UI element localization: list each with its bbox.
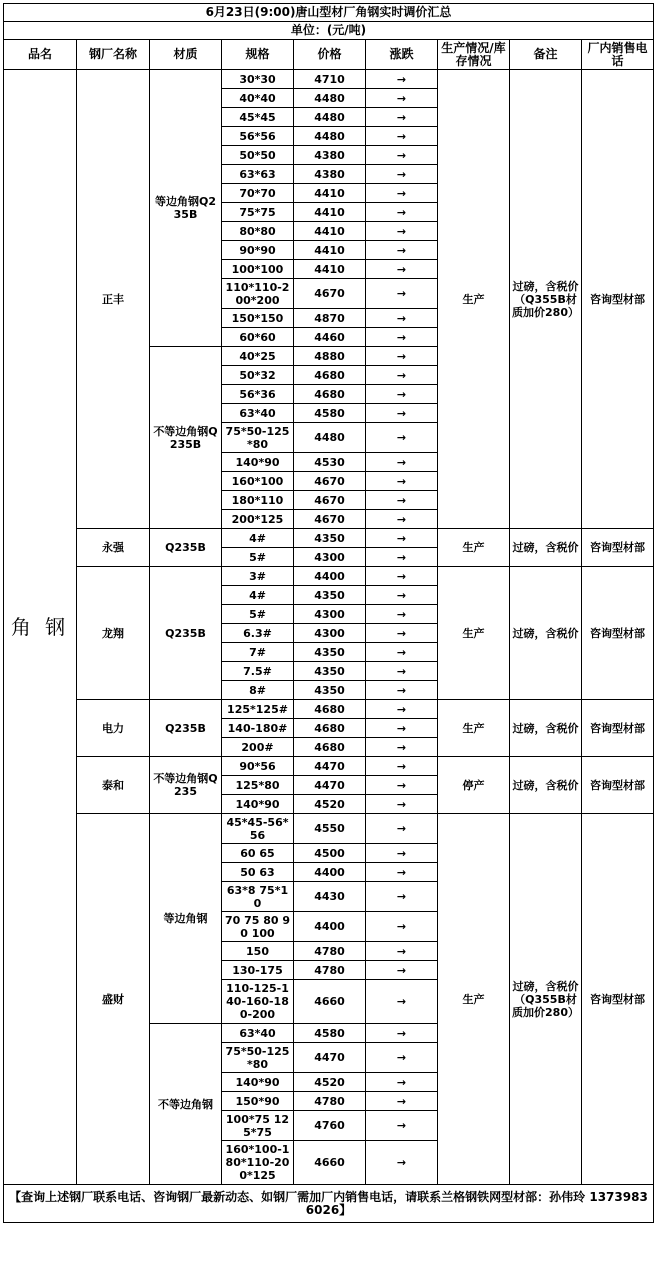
table-row [4,70,654,89]
spec-cell: 140*90 [222,453,294,472]
remark-cell: 过磅，含税价 [510,700,582,757]
price-cell: 4480 [294,423,366,453]
spec-cell: 125*125# [222,700,294,719]
table-row [4,700,654,719]
trend-arrow-icon: → [366,423,438,453]
trend-arrow-icon: → [366,529,438,548]
trend-arrow-icon: → [366,776,438,795]
material-name: 不等边角钢Q235 [150,757,222,814]
price-cell: 4780 [294,1092,366,1111]
price-cell: 4580 [294,1024,366,1043]
header-spec: 规格 [222,40,294,70]
header-phone: 厂内销售电话 [582,40,654,70]
product-name: 角 钢 [4,70,77,1185]
trend-arrow-icon: → [366,165,438,184]
price-cell: 4300 [294,548,366,567]
title-row [4,4,654,22]
price-cell: 4520 [294,1073,366,1092]
trend-arrow-icon: → [366,942,438,961]
spec-cell: 50*50 [222,146,294,165]
trend-arrow-icon: → [366,738,438,757]
spec-cell: 150*150 [222,309,294,328]
production-status: 生产 [438,529,510,567]
price-cell: 4410 [294,241,366,260]
price-cell: 4350 [294,681,366,700]
header-note: 备注 [510,40,582,70]
trend-arrow-icon: → [366,279,438,309]
trend-arrow-icon: → [366,404,438,423]
sales-phone: 咨询型材部 [582,757,654,814]
header-price: 价格 [294,40,366,70]
trend-arrow-icon: → [366,1043,438,1073]
trend-arrow-icon: → [366,146,438,165]
spec-cell: 140-180# [222,719,294,738]
sheet-title: 6月23日(9:00)唐山型材厂角钢实时调价汇总 [4,4,654,22]
production-status: 生产 [438,567,510,700]
spec-cell: 63*63 [222,165,294,184]
spec-cell: 63*8 75*10 [222,882,294,912]
material-name: Q235B [150,700,222,757]
trend-arrow-icon: → [366,1111,438,1141]
spec-cell: 80*80 [222,222,294,241]
sales-phone: 咨询型材部 [582,70,654,529]
spec-cell: 8# [222,681,294,700]
price-cell: 4470 [294,757,366,776]
spec-cell: 125*80 [222,776,294,795]
spec-cell: 30*30 [222,70,294,89]
spec-cell: 45*45 [222,108,294,127]
price-cell: 4350 [294,529,366,548]
spec-cell: 200# [222,738,294,757]
trend-arrow-icon: → [366,700,438,719]
trend-arrow-icon: → [366,260,438,279]
price-cell: 4880 [294,347,366,366]
price-cell: 4680 [294,738,366,757]
spec-cell: 150*90 [222,1092,294,1111]
spec-cell: 75*50-125*80 [222,1043,294,1073]
material-name: 等边角钢 [150,814,222,1024]
remark-cell: 过磅，含税价（Q355B材质加价280） [510,70,582,529]
price-cell: 4530 [294,453,366,472]
spec-cell: 50 63 [222,863,294,882]
trend-arrow-icon: → [366,89,438,108]
price-cell: 4430 [294,882,366,912]
trend-arrow-icon: → [366,882,438,912]
spec-cell: 56*36 [222,385,294,404]
remark-cell: 过磅，含税价 [510,757,582,814]
spec-cell: 160*100 [222,472,294,491]
table-row [4,567,654,586]
trend-arrow-icon: → [366,863,438,882]
spec-cell: 45*45-56*56 [222,814,294,844]
spec-cell: 100*100 [222,260,294,279]
spec-cell: 7# [222,643,294,662]
trend-arrow-icon: → [366,385,438,404]
sales-phone: 咨询型材部 [582,700,654,757]
price-cell: 4410 [294,184,366,203]
price-cell: 4380 [294,146,366,165]
spec-cell: 60*60 [222,328,294,347]
material-name: 不等边角钢 [150,1024,222,1185]
header-material: 材质 [150,40,222,70]
price-cell: 4300 [294,605,366,624]
mill-name: 正丰 [77,70,150,529]
price-cell: 4410 [294,203,366,222]
trend-arrow-icon: → [366,624,438,643]
spec-cell: 60 65 [222,844,294,863]
spec-cell: 5# [222,548,294,567]
trend-arrow-icon: → [366,1073,438,1092]
table-row [4,757,654,776]
spec-cell: 40*25 [222,347,294,366]
material-name: Q235B [150,567,222,700]
spec-cell: 75*75 [222,203,294,222]
trend-arrow-icon: → [366,347,438,366]
price-cell: 4460 [294,328,366,347]
trend-arrow-icon: → [366,844,438,863]
price-cell: 4670 [294,279,366,309]
trend-arrow-icon: → [366,222,438,241]
price-cell: 4710 [294,70,366,89]
trend-arrow-icon: → [366,662,438,681]
spec-cell: 100*75 125*75 [222,1111,294,1141]
price-cell: 4380 [294,165,366,184]
spec-cell: 70*70 [222,184,294,203]
trend-arrow-icon: → [366,1141,438,1185]
price-cell: 4680 [294,700,366,719]
price-cell: 4660 [294,1141,366,1185]
price-cell: 4550 [294,814,366,844]
price-cell: 4400 [294,863,366,882]
trend-arrow-icon: → [366,108,438,127]
trend-arrow-icon: → [366,605,438,624]
trend-arrow-icon: → [366,70,438,89]
trend-arrow-icon: → [366,814,438,844]
spec-cell: 50*32 [222,366,294,385]
trend-arrow-icon: → [366,472,438,491]
trend-arrow-icon: → [366,912,438,942]
spec-cell: 4# [222,529,294,548]
trend-arrow-icon: → [366,567,438,586]
price-cell: 4520 [294,795,366,814]
trend-arrow-icon: → [366,366,438,385]
price-cell: 4470 [294,776,366,795]
production-status: 生产 [438,70,510,529]
spec-cell: 7.5# [222,662,294,681]
spec-cell: 5# [222,605,294,624]
footer-row [4,1185,654,1223]
trend-arrow-icon: → [366,548,438,567]
spec-cell: 4# [222,586,294,605]
production-status: 停产 [438,757,510,814]
spec-cell: 150 [222,942,294,961]
spec-cell: 160*100-180*110-200*125 [222,1141,294,1185]
price-cell: 4870 [294,309,366,328]
unit-label: 单位：(元/吨) [4,22,654,40]
sales-phone: 咨询型材部 [582,529,654,567]
price-cell: 4350 [294,586,366,605]
mill-name: 永强 [77,529,150,567]
footer-contact: 【查询上述钢厂联系电话、咨询钢厂最新动态、如钢厂需加厂内销售电话，请联系兰格钢铁网型材部：孙伟玲 13739836026】 [4,1185,654,1223]
spec-cell: 90*90 [222,241,294,260]
material-name: 不等边角钢Q235B [150,347,222,529]
trend-arrow-icon: → [366,980,438,1024]
price-cell: 4400 [294,912,366,942]
spec-cell: 180*110 [222,491,294,510]
header-status: 生产情况/库存情况 [438,40,510,70]
spec-cell: 140*90 [222,795,294,814]
remark-cell: 过磅，含税价 [510,529,582,567]
material-name: 等边角钢Q235B [150,70,222,347]
spec-cell: 130-175 [222,961,294,980]
mill-name: 泰和 [77,757,150,814]
spec-cell: 200*125 [222,510,294,529]
price-cell: 4670 [294,472,366,491]
price-cell: 4470 [294,1043,366,1073]
remark-cell: 过磅，含税价 [510,567,582,700]
price-cell: 4680 [294,719,366,738]
spec-cell: 140*90 [222,1073,294,1092]
price-cell: 4780 [294,961,366,980]
price-cell: 4680 [294,385,366,404]
trend-arrow-icon: → [366,1024,438,1043]
header-mill: 钢厂名称 [77,40,150,70]
trend-arrow-icon: → [366,328,438,347]
price-cell: 4410 [294,222,366,241]
price-cell: 4670 [294,510,366,529]
spec-cell: 6.3# [222,624,294,643]
trend-arrow-icon: → [366,184,438,203]
remark-cell: 过磅，含税价（Q355B材质加价280） [510,814,582,1185]
unit-row [4,22,654,40]
spec-cell: 90*56 [222,757,294,776]
production-status: 生产 [438,814,510,1185]
production-status: 生产 [438,700,510,757]
header-row [4,40,654,70]
price-cell: 4300 [294,624,366,643]
mill-name: 龙翔 [77,567,150,700]
price-cell: 4580 [294,404,366,423]
price-cell: 4670 [294,491,366,510]
sales-phone: 咨询型材部 [582,567,654,700]
price-cell: 4480 [294,127,366,146]
price-cell: 4500 [294,844,366,863]
trend-arrow-icon: → [366,961,438,980]
spec-cell: 110-125-140-160-180-200 [222,980,294,1024]
price-cell: 4480 [294,108,366,127]
price-cell: 4350 [294,662,366,681]
table-row [4,529,654,548]
trend-arrow-icon: → [366,757,438,776]
trend-arrow-icon: → [366,1092,438,1111]
price-cell: 4480 [294,89,366,108]
trend-arrow-icon: → [366,795,438,814]
mill-name: 盛财 [77,814,150,1185]
price-cell: 4350 [294,643,366,662]
trend-arrow-icon: → [366,241,438,260]
trend-arrow-icon: → [366,203,438,222]
sales-phone: 咨询型材部 [582,814,654,1185]
price-cell: 4410 [294,260,366,279]
price-cell: 4680 [294,366,366,385]
spec-cell: 56*56 [222,127,294,146]
table-row [4,814,654,844]
spec-cell: 3# [222,567,294,586]
trend-arrow-icon: → [366,719,438,738]
price-cell: 4780 [294,942,366,961]
trend-arrow-icon: → [366,510,438,529]
trend-arrow-icon: → [366,453,438,472]
spec-cell: 63*40 [222,404,294,423]
spec-cell: 75*50-125*80 [222,423,294,453]
spec-cell: 40*40 [222,89,294,108]
trend-arrow-icon: → [366,491,438,510]
trend-arrow-icon: → [366,681,438,700]
spec-cell: 110*110-200*200 [222,279,294,309]
trend-arrow-icon: → [366,643,438,662]
header-product: 品名 [4,40,77,70]
spec-cell: 63*40 [222,1024,294,1043]
mill-name: 电力 [77,700,150,757]
price-table [3,3,654,1223]
price-cell: 4400 [294,567,366,586]
header-change: 涨跌 [366,40,438,70]
price-cell: 4660 [294,980,366,1024]
spec-cell: 70 75 80 90 100 [222,912,294,942]
trend-arrow-icon: → [366,586,438,605]
trend-arrow-icon: → [366,309,438,328]
material-name: Q235B [150,529,222,567]
price-cell: 4760 [294,1111,366,1141]
trend-arrow-icon: → [366,127,438,146]
